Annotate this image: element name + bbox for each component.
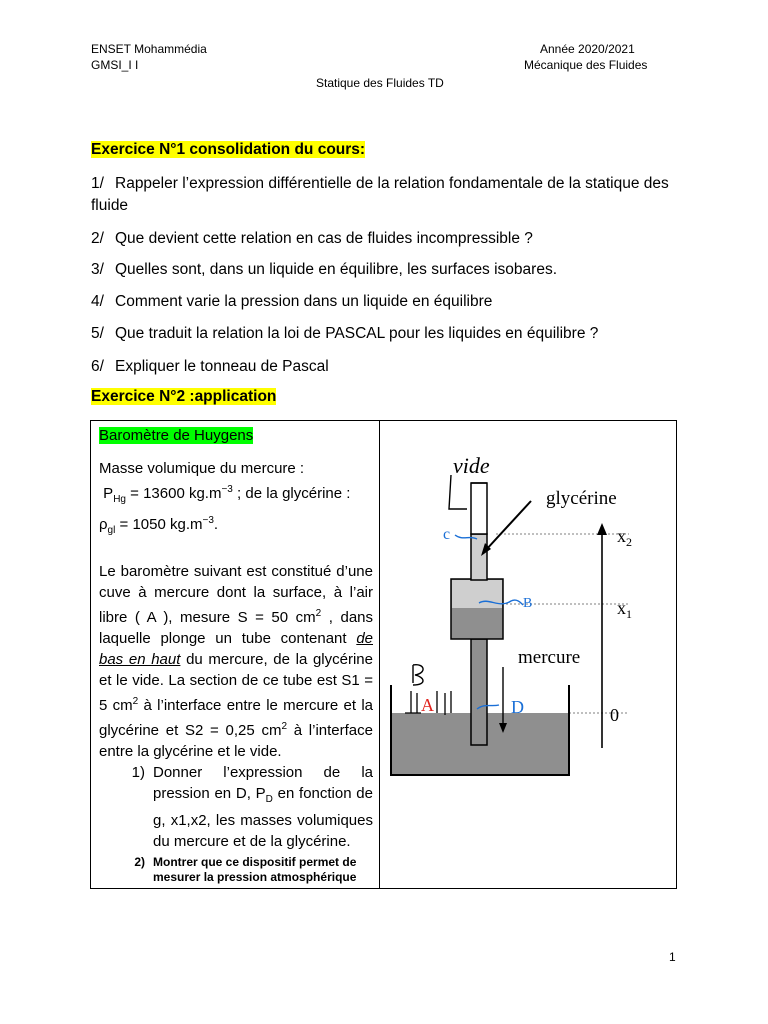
barometer-diagram bbox=[381, 421, 675, 887]
sub-questions bbox=[99, 762, 373, 885]
label-A: A bbox=[421, 695, 434, 715]
label-mercure: mercure bbox=[518, 647, 581, 668]
exercise-1-title: Exercice N°1 consolidation du cours: bbox=[91, 141, 366, 158]
label-D: D bbox=[511, 697, 524, 717]
sub-question-1: 1) Donner l’expression de la pression en D, $P_D$ en fonction de g, x1,x2, les masses volumiques du mercure et de la glycérine. bbox=[131, 764, 373, 850]
label-vide: vide bbox=[453, 453, 490, 478]
question-4: 4/ Comment varie la pression dans un liquide en équilibre bbox=[91, 293, 493, 310]
document-title: Statique des Fluides TD bbox=[316, 76, 444, 90]
label-glycerine: glycérine bbox=[546, 488, 617, 509]
exercise-2-title: Exercice N°2 :application bbox=[91, 388, 277, 405]
density-intro: Masse volumique du mercure : bbox=[99, 460, 305, 477]
question-5: 5/ Que traduit la relation la loi de PASCAL pour les liquides en équilibre ? bbox=[91, 325, 599, 342]
lower-tube bbox=[471, 639, 487, 745]
question-1: 1/ Rappeler l’expression différentielle de la relation fondamentale de la statique des fluide bbox=[91, 175, 669, 214]
exercise-2-text-cell bbox=[99, 425, 373, 885]
question-2: 2/ Que devient cette relation en cas de fluides incompressible ? bbox=[91, 230, 533, 247]
upper-tube-glycerine bbox=[471, 534, 487, 580]
barometer-title: Baromètre de Huygens bbox=[99, 427, 254, 444]
density-glycerine: $\rho_{gl} = 1050$ $kg.m^{-3}$. bbox=[99, 515, 219, 536]
class-name: GMSI_I I bbox=[91, 58, 139, 72]
density-mercury: $P_{Hg} = 13600$ $kg.m^{-3}$ ; de la glycérine : bbox=[103, 484, 351, 505]
question-6: 6/ Expliquer le tonneau de Pascal bbox=[91, 358, 329, 375]
label-zero: 0 bbox=[610, 705, 619, 725]
glycerine-pointer bbox=[485, 501, 531, 551]
page-number: 1 bbox=[669, 950, 676, 964]
subject-name: Mécanique des Fluides bbox=[524, 58, 648, 72]
label-C: c bbox=[443, 526, 451, 543]
upper-tube-vacuum bbox=[471, 483, 487, 534]
sub-question-2: 2) Montrer que ce dispositif permet de mesurer la pression atmosphérique bbox=[134, 855, 357, 884]
label-x2: $x_2$ bbox=[617, 526, 632, 549]
label-x1: $x_1$ bbox=[617, 598, 632, 621]
academic-year: Année 2020/2021 bbox=[540, 42, 635, 56]
school-name: ENSET Mohammédia bbox=[91, 42, 207, 56]
question-3: 3/ Quelles sont, dans un liquide en équilibre, les surfaces isobares. bbox=[91, 261, 558, 278]
label-B: B bbox=[523, 596, 533, 611]
exercise-2-table bbox=[90, 420, 677, 889]
height-axis-arrowhead bbox=[597, 523, 607, 535]
table-divider bbox=[379, 421, 380, 888]
glycerine-in-chamber bbox=[452, 580, 502, 608]
handwritten-mark bbox=[413, 665, 423, 685]
problem-statement: Le baromètre suivant est constitué d’une cuve à mercure dont la surface, à l’air libre ( A ), mesure S = 50 $cm^2$ , dans laquelle plonge un tube contenant de bas en haut du mercure, de la glycérine et le vide. La section de ce tube est S1 = 5 $cm^2$ à l’interface entre le mercure et la glycérine et S2 = 0,25 $cm^2$ à l’interface entre la glycérine et le vide. bbox=[99, 563, 373, 760]
vide-bracket bbox=[449, 475, 467, 509]
